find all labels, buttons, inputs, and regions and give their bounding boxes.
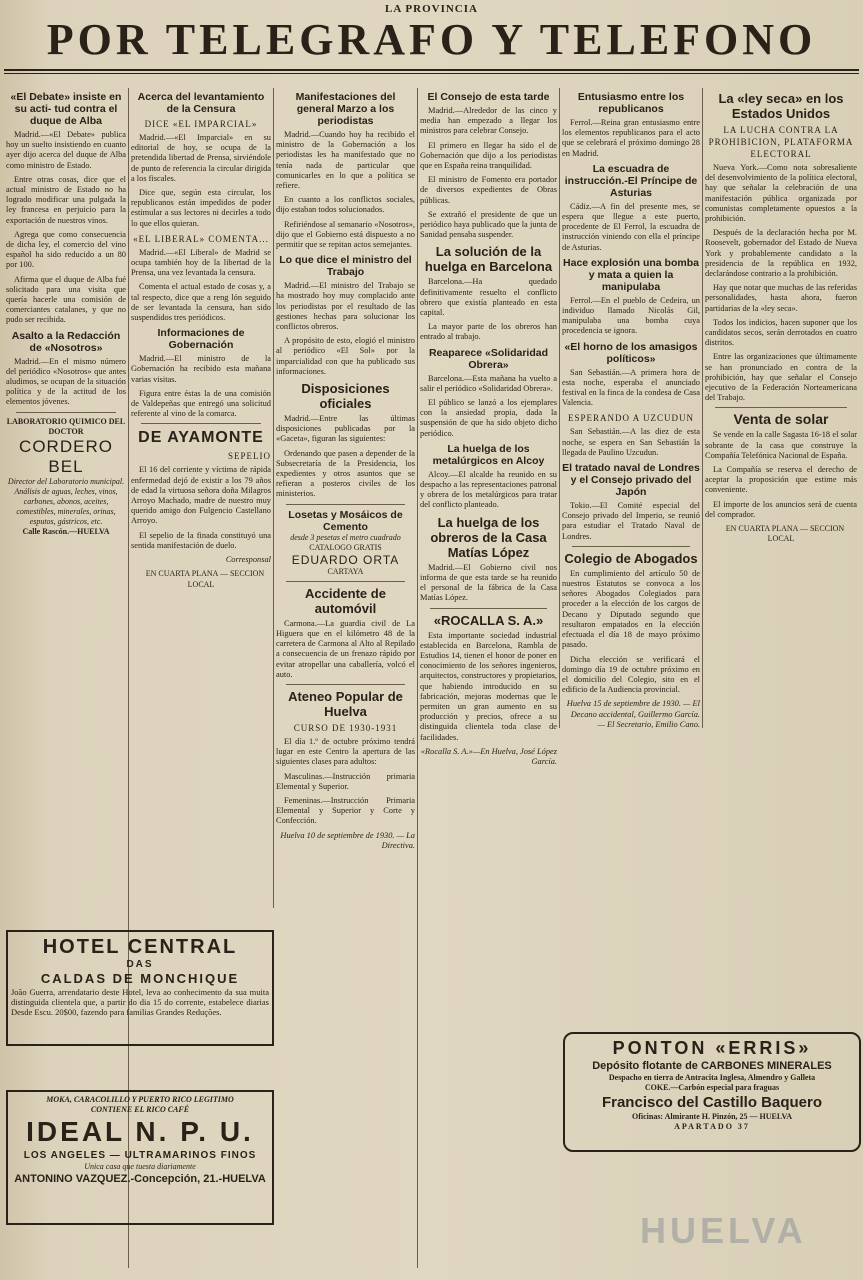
article-text: Comenta el actual estado de cosas y, a tal respecto, dice que a reng lón seguido de ser levantada la censura, han sido suspendidos tres periódicos. — [131, 282, 271, 323]
column-3 — [276, 88, 415, 1268]
article-text: San Sebastián.—A las diez de esta noche, se espera en San Sebastián la llegada de Paulino Uzcudun. — [562, 427, 700, 457]
ad-title: LABORATORIO QUIMICO DEL DOCTOR — [6, 416, 126, 436]
ad-name: PONTON «ERRIS» — [612, 1038, 812, 1058]
ad-text: CATALOGO GRATIS — [309, 542, 382, 552]
headline: Ateneo Popular de Huelva — [288, 688, 403, 719]
divider — [572, 546, 690, 547]
article-text: Dicha elección se verificará el domingo día 19 de octubre próximo en el domicilio del Colegio, sito en el edificio de la Audiencia provincial. — [562, 654, 700, 695]
divider — [715, 407, 847, 408]
article-text: El 16 del corriente y víctima de rápida enfermedad dejó de existir a los 79 años de edad la virtuosa señora doña Milagros Arroyo Machado, madre de nuestro muy querido amigo don Fulgencio Castellano Arroyo. — [131, 465, 271, 526]
ad-text: Director del Laboratorio municipal. Análisis de aguas, leches, vinos, carbones, abonos, aceites, comestibles, minerales, orinas, esputos, gástricos, etc. — [7, 476, 125, 526]
article-text: Madrid.—El Gobierno civil nos informa de que esta tarde se ha reunido el personal de la fábrica de la Casa Matías López. — [420, 562, 557, 603]
headline: Disposiciones oficiales — [301, 381, 390, 412]
ad-hotel-central — [6, 930, 274, 1046]
headline: La huelga de los metalúrgicos en Alcoy — [432, 442, 545, 467]
divider — [16, 412, 116, 413]
article-text: Alcoy.—El alcalde ha reunido en su despacho a las representaciones patronal y obrera de los metalúrgicos para tratar del conflicto planteado. — [420, 469, 557, 510]
ad-ideal-npu — [6, 1090, 274, 1225]
ad-text: COKE.—Carbón especial para fraguas — [644, 1083, 780, 1092]
article-text: Barcelona.—Esta mañana ha vuelto a salir el periódico «Solidaridad Obrera». — [420, 373, 557, 393]
article-text: Nueva York.—Como nota sobresaliente del desenvolvimiento de la política electoral, hay que señalar la celebración de una manifestación pública organizada por comunistas completamente opuestos a la prohibición. — [705, 163, 857, 224]
archive-watermark: HUELVA — [640, 1210, 807, 1251]
article-text: Cádiz.—A fin del presente mes, se espera que llegue a este puerto, procedente de El Ferrol, la escuadra de instrucción viniendo con ella el príncipe de Asturias. — [562, 201, 700, 252]
article-text: La Compañía se reserva el derecho de aceptar la proposición que estime más conveniente. — [705, 465, 857, 495]
headline: La solución de la huelga en Barcelona — [424, 244, 553, 275]
article-text: Madrid.—En el mismo número del periódico «Nosotros» que antes aludimos, se ocupan de la situación política y de la actitud de los elementos jóvenes. — [6, 356, 126, 407]
ad-text: CONTIENE EL RICO CAFÉ — [90, 1105, 190, 1114]
headline: Hace explosión una bomba y mata a quien la manipulaba — [563, 256, 699, 293]
ad-box-number: APARTADO 37 — [674, 1122, 750, 1131]
headline: Lo que dice el ministro del Trabajo — [279, 254, 412, 279]
ad-text: João Guerra, arrendatario deste Hotel, leva ao conhecimento da sua muita distinguida clientela que, a partir do dia 15 do corrente, estabelece diarias Desde Escu. 20$00, fazendo para familias Grandes Reduções. — [11, 987, 269, 1017]
article-text: Tokio.—El Comité especial del Consejo privado del Imperio, se reunió para estudiar el Tratado Naval de Londres. — [562, 501, 700, 541]
ad-name: CORDERO BEL — [19, 436, 113, 476]
article-text: El público se lanzó a los ejemplares con la ansiedad propia, dada la suspensión de que ha sido objeto dicho periódico. — [420, 398, 557, 438]
divider — [286, 581, 405, 582]
ad-subtitle: CALDAS DE MONCHIQUE — [40, 971, 240, 986]
signature: Corresponsal — [225, 555, 271, 565]
article-text: Todos los indicios, hacen suponer que los candidatos secos, serán derrotados en cuatro distritos. — [705, 317, 857, 348]
article-text: Madrid.—Entre las últimas disposiciones publicadas por la «Gaceta», figuran las siguientes: — [276, 414, 415, 444]
column-separator — [417, 88, 418, 1268]
headline: Informaciones de Gobernación — [157, 327, 245, 352]
headline: Venta de solar — [733, 411, 829, 428]
subheadline: LA LUCHA CONTRA LA PROHIBICION, PLATAFORMA ELECTORAL — [708, 125, 854, 159]
ad-subtitle: LOS ANGELES — ULTRAMARINOS FINOS — [23, 1150, 257, 1161]
headline: Manifestaciones del general Marzo a los periodistas — [295, 91, 396, 127]
column-4 — [420, 88, 557, 1268]
article-text: Hay que notar que muchas de las referidas personalidades, hasta ahora, fueron partidarias de la «ley seca». — [705, 283, 857, 313]
article-text: Dice que, según esta circular, los republicanos están impedidos de poder estimular a sus lectores ni decirles a todo lo que ellos quieran. — [131, 188, 271, 228]
article-text: Afirma que el duque de Alba fué solicitado para una visita que quería hacerle una comisión de comerciantes catalanes, y que no pudo ser recibida. — [6, 274, 126, 325]
masthead: POR TELEGRAFO Y TELEFONO — [46, 15, 817, 64]
headline: La «ley seca» en los Estados Unidos — [718, 91, 844, 121]
masthead-rule — [4, 69, 859, 71]
subheadline: DICE «EL IMPARCIAL» — [144, 119, 258, 129]
subheadline: CURSO DE 1930-1931 — [293, 722, 398, 733]
ad-ponton-erris — [563, 1032, 861, 1152]
article-text: En cumplimiento del artículo 50 de nuestros Estatutos se convoca a los señores Abogados Colegiados para proceder a la elección de los cargos de Decano y Diputado segundo que resultaron empatados en la elección efectuada el día 18 de mayo próximo pasado. — [562, 568, 700, 650]
ad-name: IDEAL N. P. U. — [26, 1116, 254, 1147]
ad-text: Despacho en tierra de Antracita Inglesa, Almendro y Galleta — [608, 1073, 816, 1082]
article-text: Se vende en la calle Sagasta 16-18 el solar sobrante de la casa que construye la Compañía Telefónica Nacional de España. — [705, 430, 857, 460]
column-1 — [6, 88, 126, 928]
article-text: Madrid.—«El Debate» publica hoy un suelto insistiendo en cuanto ayer dijo acerca del duque de Alba como ministro de Estado. — [6, 130, 126, 170]
article-text: Refiriéndose al semanario «Nosotros», dijo que el Gobierno está dispuesto a no permitir que se repitan actos semejantes. — [276, 219, 415, 250]
subheadline: ESPERANDO A UZCUDUN — [567, 413, 694, 424]
article-text: Barcelona.—Ha quedado definitivamente resuelto el conflicto obrero que existía planteado en esta capital. — [420, 277, 557, 318]
ad-laboratorio — [6, 417, 126, 537]
column-separator — [559, 88, 560, 728]
article-text: Ferrol.—En el pueblo de Cedeira, un individuo llamado Nicolás Gil, manipulaba una bomba cuya procedencia se ignora. — [562, 295, 700, 336]
running-head: LA PROVINCIA — [385, 3, 478, 15]
signature: «Rocalla S. A.»—En Huelva, José López García. — [420, 746, 557, 766]
article-text: Madrid.—Alrededor de las cinco y media han empezado a llegar los ministros para celebrar Consejo. — [420, 106, 557, 136]
ad-subtitle: DAS — [126, 959, 154, 970]
article-text: Carmona.—La guardia civil de La Higuera que en el kilómetro 48 de la carretera de Carmona al Alto al Repilado a consecuencia de un frenazo rápido por evitar atropellar una caballería, volcó el auto. — [276, 618, 415, 679]
article-text: El sepelio de la finada constituyó una sentida manifestación de duelo. — [131, 530, 271, 550]
headline: Acerca del levantamiento de la Censura — [137, 91, 265, 115]
divider — [286, 504, 405, 505]
ad-name: EDUARDO ORTA — [291, 552, 400, 567]
headline: La escuadra de instrucción.-El Príncipe de Asturias — [564, 162, 698, 199]
article-text: San Sebastián.—A primera hora de esta noche, esperaba el anunciado festival en la finca de la condesa de Casa Valencia. — [562, 367, 700, 408]
divider — [141, 423, 261, 424]
ad-owner: Francisco del Castillo Baquero — [601, 1094, 823, 1111]
divider — [286, 684, 405, 685]
section-note: EN CUARTA PLANA — SECCION LOCAL — [145, 569, 265, 589]
article-text: Se extrañó el presidente de que un periódico haya publicado que la junta de Sanidad pensaba suspender. — [420, 209, 557, 240]
ad-address: ANTONINO VAZQUEZ.-Concepción, 21.-HUELVA — [14, 1173, 266, 1185]
headline: Entusiasmo entre los republicanos — [577, 91, 685, 115]
article-text: Esta importante sociedad industrial establecida en Barcelona, Rambla de Estudios 14, tienen el honor de poner en conocimiento de los señores ingenieros, arquitectos, constructores y propietarios, que habiendo introducido en su fabricación, mejoras modernas que le permiten un gran aumento en su producción y precios, ofrece a su distinguida clientela toda clase de facilidades. — [420, 630, 557, 742]
subheadline: SEPELIO — [228, 451, 271, 462]
article-text: El primero en llegar ha sido el de Gobernación que dijo a los periodistas que en España reina tranquilidad. — [420, 140, 557, 171]
headline: Accidente de automóvil — [305, 585, 386, 616]
article-text: Madrid.—«El Imparcial» en su editorial de hoy, se ocupa de la pretendida libertad de Prensa, sirviéndole de punto de referencia la circular dirigida a los fiscales. — [131, 133, 271, 183]
ad-text: MOKA, CARACOLILLO Y PUERTO RICO LEGITIMO — [46, 1095, 234, 1104]
article-text: Entre otras cosas, dice que el actual ministro de Estado no ha logrado modificar una pulgada la ley francesa en perjuicio para la exportación de nuestros vinos. — [6, 174, 126, 225]
article-text: A propósito de esto, elogió el ministro al periódico «El Sol» por la imparcialidad con que ha publicado sus informaciones. — [276, 336, 415, 376]
article-text: Madrid.—El ministro de la Gobernación ha recibido esta mañana varias visitas. — [131, 354, 271, 384]
headline: El tratado naval de Londres y el Consejo privado del Japón — [562, 462, 700, 499]
masthead-rule-thin — [4, 73, 859, 74]
ad-subtitle: Depósito flotante de CARBONES MINERALES — [592, 1060, 832, 1072]
headline: DE AYAMONTE — [138, 429, 264, 447]
article-text: El importe de los anuncios será de cuenta del comprador. — [705, 499, 857, 519]
ad-title: Losetas y Mosáicos de Cemento — [288, 508, 403, 533]
column-2 — [131, 88, 271, 928]
signature: Huelva 15 de septiembre de 1930. — El Decano accidental, Guillermo García. — El Secretario, Emilio Cano. — [566, 699, 700, 728]
headline: Reaparece «Solidaridad Obrera» — [428, 346, 549, 371]
article-text: Agrega que como consecuencia de dicha ley, el comercio del vino español ha sido reducido a un 80 por 100. — [6, 229, 126, 270]
column-separator — [273, 88, 274, 908]
article-text: Femeninas.—Instrucción Primaria Elemental y Superior y Corte y Confección. — [276, 795, 415, 826]
column-6 — [705, 88, 857, 1028]
article-text: Masculinas.—Instrucción primaria Elemental y Superior. — [276, 771, 415, 791]
column-separator — [702, 88, 703, 728]
article-text: El día 1.º de octubre próximo tendrá lugar en este Centro la apertura de las siguientes clases para adultos: — [276, 736, 415, 767]
article-text: Después de la declaración hecha por M. Roosevelt, gobernador del Estado de Nueva York y probablemente candidato a la presidencia de la república en 1932, declarándose contrario a la prohibición. — [705, 228, 857, 279]
headline: «ROCALLA S. A.» — [433, 612, 544, 628]
ad-losetas — [276, 509, 415, 577]
headline: El Consejo de esta tarde — [427, 91, 550, 103]
divider — [430, 608, 547, 609]
ad-title: HOTEL CENTRAL — [42, 936, 238, 958]
ad-text: Unica casa que tuesta diariamente — [84, 1162, 196, 1171]
headline: «El horno de los amasigos políticos» — [564, 340, 698, 365]
ad-text: desde 3 pesetas el metro cuadrado — [290, 532, 401, 542]
article-text: El ministro de Fomento era portador de diversos expedientes de Obras públicas. — [420, 175, 557, 205]
headline: La huelga de los obreros de la Casa Matías López — [430, 514, 547, 560]
ad-city: CARTAYA — [327, 566, 364, 576]
article-text: Figura entre éstas la de una comisión de Valdepeñas que entregó una solicitud referente al vino de la comarca. — [131, 388, 271, 419]
article-text: Ordenando que pasen a depender de la Subsecretaría de la Presidencia, los expedientes y otros asuntos que se refieran a posteros civiles de los ministerios. — [276, 448, 415, 499]
article-text: La mayor parte de los obreros han entrado al trabajo. — [420, 322, 557, 342]
signature: Huelva 10 de septiembre de 1930. — La Directiva. — [280, 830, 415, 850]
headline: Colegio de Abogados — [564, 550, 698, 566]
article-text: Madrid.—El ministro del Trabajo se ha mostrado hoy muy complacido ante los periodistas por el resultado de las gestiones hechas para solucionar los conflictos obreros. — [276, 281, 415, 332]
article-text: Ferrol.—Reina gran entusiasmo entre los elementos republicanos para el acto que se celebrará el próximo domingo 28 en Madrid. — [562, 118, 700, 158]
column-5 — [562, 88, 700, 728]
headline: Asalto a la Redacción de «Nosotros» — [11, 329, 121, 354]
ad-address: Oficinas: Almirante H. Pinzón, 25 — HUELVA — [631, 1112, 792, 1121]
section-note: EN CUARTA PLANA — SECCION LOCAL — [725, 524, 845, 544]
article-text: En cuanto a los conflictos sociales, dijo estaban todos solucionados. — [276, 195, 415, 215]
ad-address: Calle Rascón.—HUELVA — [22, 526, 110, 536]
article-text: Madrid.—Cuando hoy ha recibido el ministro de la Gobernación a los periodistas les ha manifestado que no tenía nada de particular que comunicarles en lo que a política se refiere. — [276, 130, 415, 191]
article-text: Madrid.—«El Liberal» de Madrid se ocupa también hoy de la libertad de la Prensa, una vez levantada la censura. — [131, 247, 271, 278]
article-text: Entre las organizaciones que últimamente se han pronunciado en contra de la prohibición, hay que señalar el Consejo ejecutivo de la Federación Norteamericana del Trabajo. — [705, 352, 857, 403]
subheadline: «EL LIBERAL» COMENTA... — [133, 233, 269, 244]
headline: «El Debate» insiste en su acti- tud contra el duque de Alba — [10, 91, 122, 127]
